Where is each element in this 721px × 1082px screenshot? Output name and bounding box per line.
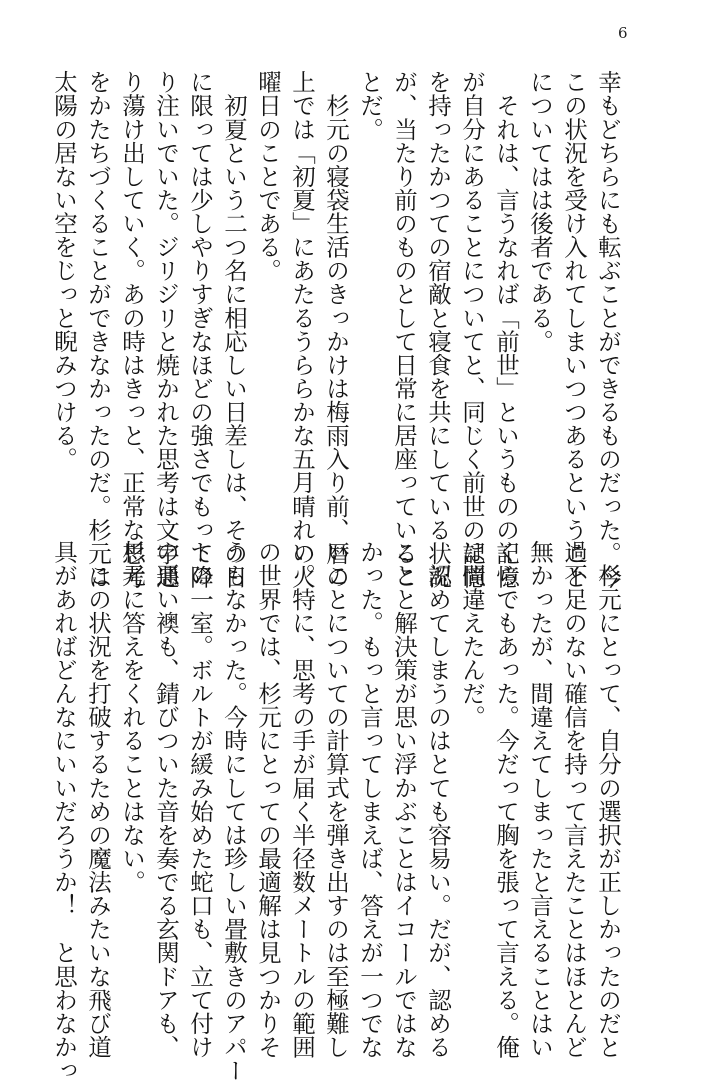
text-line: 初夏という二つ名に相応しい日差しは、その日 — [220, 70, 248, 589]
text-line: の悪い襖も、錆びついた音を奏でる玄関ドアも、 — [152, 540, 180, 1059]
text-line: 上では「初夏」にあたるうららかな五月晴れの火 — [288, 70, 316, 589]
text-line: 杉元にとって、自分の選択が正しかったのだと — [594, 540, 622, 1059]
text-line: とだ。 — [356, 70, 384, 141]
text-line: それは、言うなれば「前世」というものの記憶 — [492, 70, 520, 589]
text-line: この状況を受け入れてしまいつつあるということ — [560, 70, 588, 589]
text-line: が、当たり前のものとして日常に居座っているこ — [390, 70, 418, 589]
text-line: この状況を打破するための魔法みたいな飛び道 — [84, 540, 112, 1059]
lower-text-block — [50, 540, 625, 1082]
upper-text-block — [50, 70, 625, 589]
text-line: うもなかった。今時にしては珍しい畳敷きのアパー — [220, 540, 248, 1082]
text-line: いことについての計算式を弾き出すのは至極難し — [322, 540, 350, 1059]
text-line: ことと解決策が思い浮かぶことはイコールではな — [390, 540, 418, 1059]
text-line: を持ったかつての宿敵と寝食を共にしている状況 — [424, 70, 452, 589]
text-line: 杉元に答えをくれることはない。 — [118, 540, 146, 894]
text-line: についてはは後者である。 — [526, 70, 554, 353]
text-line: 曜日のことである。 — [254, 70, 282, 283]
text-line: 幸もどちらにも転ぶことができるものだった。今 — [594, 70, 622, 589]
text-line: 過不足のない確信を持って言えたことはほとんど — [560, 540, 588, 1059]
text-line: り蕩け出していく。あの時はきっと、正常な思考 — [118, 70, 146, 589]
text-line: に限っては少しやりすぎなほどの強さでもって降 — [186, 70, 214, 589]
text-line: 無かったが、間違えてしまったと言えることはい — [526, 540, 554, 1059]
text-line: 杉元の寝袋生活のきっかけは梅雨入り前、暦の — [322, 70, 350, 589]
text-line: 太陽の居ない空をじっと睨みつける。 — [50, 70, 78, 471]
page-number: 6 — [618, 24, 628, 42]
text-line: り注いでいた。ジリジリと焼かれた思考は文字通 — [152, 70, 180, 589]
text-line: い。特に、思考の手が届く半径数メートルの範囲 — [288, 540, 316, 1059]
text-line: の世界では、杉元にとっての最適解は見つかりそ — [254, 540, 282, 1059]
text-line: 認めてしまうのはとても容易い。だが、認める — [424, 540, 452, 1059]
text-line: をかたちづくることができなかったのだ。杉元は — [84, 70, 112, 589]
text-line: は間違えたんだ。 — [458, 540, 486, 729]
text-line: くらでもあった。今だって胸を張って言える。俺 — [492, 540, 520, 1059]
text-line: が自分にあることについてと、同じく前世の記憶 — [458, 70, 486, 589]
text-line: 具があればどんなにいいだろうか！ と思わなかっ — [50, 540, 78, 1082]
text-line: かった。もっと言ってしまえば、答えが一つでな — [356, 540, 384, 1059]
text-line: トの一室。ボルトが緩み始めた蛇口も、立て付け — [186, 540, 214, 1059]
